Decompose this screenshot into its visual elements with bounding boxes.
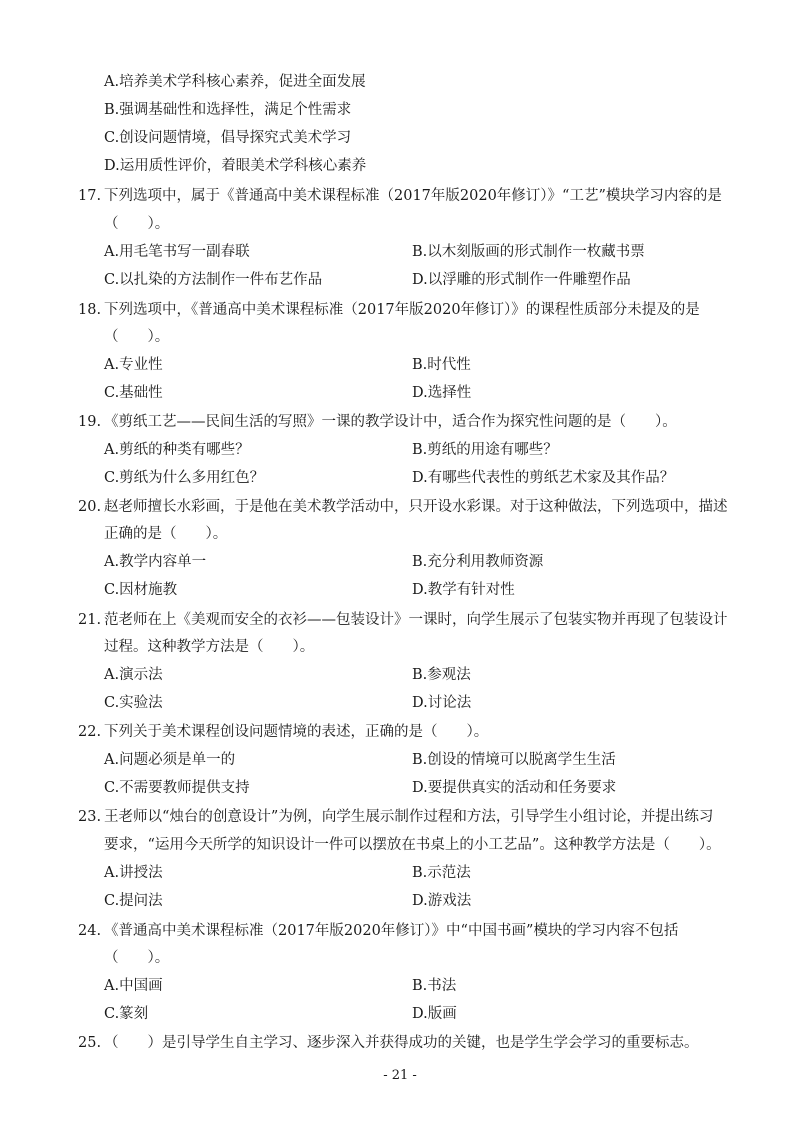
question-number: 25. — [78, 1035, 102, 1051]
option-a: A.用毛笔书写一副春联 — [104, 244, 250, 260]
option-c: C.基础性 — [104, 385, 163, 401]
option-c: C.以扎染的方法制作一件布艺作品 — [104, 272, 323, 288]
question-stem: 王老师以“烛台的创意设计”为例，向学生展示制作过程和方法，引导学生小组讨论，并提出练习 — [104, 809, 714, 825]
question-25 — [78, 1033, 699, 1053]
option-d: D.讨论法 — [412, 695, 472, 711]
question-stem: 下列选项中，《普通高中美术课程标准（2017年版2020年修订）》的课程性质部分未提及的是 — [104, 302, 700, 318]
question-stem-cont: 正确的是（ ）。 — [104, 526, 228, 542]
question-number: 17. — [78, 188, 102, 204]
option-a: A.专业性 — [104, 357, 163, 373]
lead-option-c: C.创设问题情境，倡导探究式美术学习 — [104, 130, 352, 146]
option-a: A.中国画 — [104, 978, 163, 994]
option-b: B.充分利用教师资源 — [412, 554, 544, 570]
option-c: C.提问法 — [104, 893, 163, 909]
lead-option-a: A.培养美术学科核心素养，促进全面发展 — [104, 74, 366, 90]
question-20 — [78, 497, 728, 517]
option-c: C.篆刻 — [104, 1006, 149, 1022]
lead-option-b: B.强调基础性和选择性，满足个性需求 — [104, 102, 352, 118]
option-b: B.创设的情境可以脱离学生生活 — [412, 752, 616, 768]
option-d: D.版画 — [412, 1006, 457, 1022]
question-number: 18. — [78, 302, 102, 318]
question-stem: 《剪纸工艺——民间生活的写照》一课的教学设计中，适合作为探究性问题的是（ ）。 — [104, 414, 677, 430]
question-stem: 赵老师擅长水彩画，于是他在美术教学活动中，只开设水彩课。对于这种做法，下列选项中，描述 — [104, 499, 728, 515]
option-c: C.因材施教 — [104, 582, 178, 598]
option-a: A.剪纸的种类有哪些？ — [104, 442, 250, 458]
lead-option-d: D.运用质性评价，着眼美术学科核心素养 — [104, 158, 367, 174]
question-22 — [78, 722, 488, 742]
option-c: C.实验法 — [104, 695, 163, 711]
option-a: A.讲授法 — [104, 865, 163, 881]
option-c: C.不需要教师提供支持 — [104, 780, 250, 796]
option-d: D.游戏法 — [412, 893, 472, 909]
question-stem: 下列选项中，属于《普通高中美术课程标准（2017年版2020年修订）》“工艺”模块学习内容的是 — [104, 188, 722, 204]
option-c: C.剪纸为什么多用红色？ — [104, 470, 265, 486]
question-stem: 《普通高中美术课程标准（2017年版2020年修订）》中“中国书画”模块的学习内容不包括 — [104, 923, 679, 939]
question-17 — [78, 186, 722, 206]
question-24 — [78, 921, 678, 941]
question-23 — [78, 807, 713, 827]
question-18 — [78, 300, 700, 320]
option-b: B.示范法 — [412, 865, 471, 881]
question-number: 19. — [78, 414, 102, 430]
option-a: A.问题必须是单一的 — [104, 752, 236, 768]
option-a: A.演示法 — [104, 667, 163, 683]
option-b: B.以木刻版画的形式制作一枚藏书票 — [412, 244, 645, 260]
question-number: 23. — [78, 809, 102, 825]
option-d: D.教学有针对性 — [412, 582, 515, 598]
question-stem: （ ）是引导学生自主学习、逐步深入并获得成功的关键，也是学生学会学习的重要标志。 — [104, 1035, 699, 1051]
option-a: A.教学内容单一 — [104, 554, 207, 570]
question-stem: 范老师在上《美观而安全的衣衫——包装设计》一课时，向学生展示了包装实物并再现了包装设计 — [104, 612, 728, 628]
option-b: B.时代性 — [412, 357, 471, 373]
option-b: B.书法 — [412, 978, 457, 994]
option-d: D.要提供真实的活动和任务要求 — [412, 780, 617, 796]
option-d: D.以浮雕的形式制作一件雕塑作品 — [412, 272, 631, 288]
question-stem-cont: （ ）。 — [104, 216, 170, 232]
question-number: 20. — [78, 499, 102, 515]
question-number: 22. — [78, 724, 102, 740]
question-stem-cont: 要求，“运用今天所学的知识设计一件可以摆放在书桌上的小工艺品”。这种教学方法是（ ）。 — [104, 837, 721, 853]
question-19 — [78, 412, 677, 432]
option-d: D.选择性 — [412, 385, 472, 401]
question-number: 24. — [78, 923, 102, 939]
question-stem: 下列关于美术课程创设问题情境的表述，正确的是（ ）。 — [104, 724, 489, 740]
option-b: B.剪纸的用途有哪些？ — [412, 442, 558, 458]
question-stem-cont: （ ）。 — [104, 950, 170, 966]
question-21 — [78, 610, 728, 630]
question-stem-cont: 过程。这种教学方法是（ ）。 — [104, 639, 315, 655]
option-d: D.有哪些代表性的剪纸艺术家及其作品？ — [412, 470, 675, 486]
question-stem-cont: （ ）。 — [104, 329, 170, 345]
page-number: - 21 - — [383, 1068, 417, 1083]
option-b: B.参观法 — [412, 667, 471, 683]
question-number: 21. — [78, 612, 102, 628]
